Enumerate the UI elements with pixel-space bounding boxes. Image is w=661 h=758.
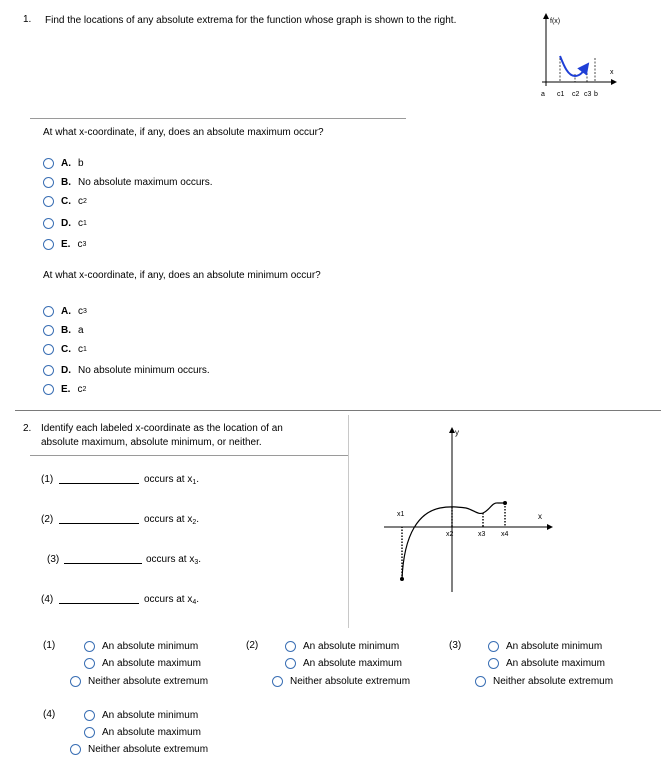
radio-button[interactable] (70, 676, 81, 687)
question-2-prompt-line2: absolute maximum, absolute minimum, or neither. (41, 437, 262, 448)
choice-group-4-label: (4) (43, 709, 56, 720)
q2-vertical-divider (348, 415, 349, 628)
q1-curve (560, 56, 588, 76)
blank-1-label: (1) (41, 474, 54, 485)
choice-3-neither[interactable]: Neither absolute extremum (475, 674, 613, 688)
blank-4-input[interactable] (59, 603, 139, 604)
question-1-prompt: Find the locations of any absolute extrema for the function whose graph is shown to the right. (45, 15, 457, 26)
radio-button[interactable] (84, 710, 95, 721)
blank-1-input[interactable] (59, 483, 139, 484)
q2-endpoint-x1 (400, 577, 404, 581)
radio-button[interactable] (272, 676, 283, 687)
question-1-number: 1. (23, 14, 32, 25)
q1-min-question: At what x-coordinate, if any, does an absolute minimum occur? (43, 270, 321, 281)
choice-4-absolute-minimum[interactable]: An absolute minimum (84, 708, 198, 722)
choice-1-absolute-maximum[interactable]: An absolute maximum (84, 656, 201, 670)
q1-divider (30, 118, 406, 119)
radio-button[interactable] (43, 365, 54, 376)
q1-max-option-b[interactable]: B. No absolute maximum occurs. (43, 175, 213, 189)
choice-3-absolute-minimum[interactable]: An absolute minimum (488, 639, 602, 653)
blank-2-label: (2) (41, 514, 54, 525)
radio-button[interactable] (475, 676, 486, 687)
blank-4-label: (4) (41, 594, 54, 605)
radio-button[interactable] (43, 239, 54, 250)
q1-tick-c2: c2 (572, 91, 580, 98)
blank-1-text: occurs at $x_1$. (144, 474, 200, 486)
q2-label-x1: x1 (397, 511, 405, 518)
q1-min-option-e[interactable]: E. c 2 (43, 382, 86, 396)
q1-min-option-c[interactable]: C. c 1 (43, 342, 87, 356)
q1-min-option-b[interactable]: B. a (43, 323, 84, 337)
radio-button[interactable] (488, 658, 499, 669)
q1-max-option-e[interactable]: E. c 3 (43, 237, 86, 251)
blank-2-input[interactable] (59, 523, 139, 524)
radio-button[interactable] (43, 196, 54, 207)
radio-button[interactable] (43, 384, 54, 395)
question-2-graph (380, 422, 560, 597)
choice-4-neither[interactable]: Neither absolute extremum (70, 742, 208, 756)
radio-button[interactable] (43, 344, 54, 355)
radio-button[interactable] (43, 325, 54, 336)
q1-max-option-d[interactable]: D. c 1 (43, 216, 87, 230)
radio-button[interactable] (488, 641, 499, 652)
q1-min-option-a[interactable]: A. c 3 (43, 304, 87, 318)
q1-min-option-d[interactable]: D. No absolute minimum occurs. (43, 363, 210, 377)
q2-curve (402, 503, 505, 579)
radio-button[interactable] (285, 658, 296, 669)
choice-4-absolute-maximum[interactable]: An absolute maximum (84, 725, 201, 739)
blank-2-text: occurs at $x_2$. (144, 514, 200, 526)
q1-tick-a: a (541, 91, 545, 98)
q1-max-option-c[interactable]: C. c 2 (43, 194, 87, 208)
q2-divider (30, 455, 348, 456)
radio-button[interactable] (84, 658, 95, 669)
choice-group-1-label: (1) (43, 640, 56, 651)
question-1-graph (532, 8, 632, 103)
q1-tick-b: b (594, 91, 598, 98)
choice-group-3-label: (3) (449, 640, 462, 651)
question-2-number: 2. (23, 423, 32, 434)
q1-max-option-a[interactable]: A. b (43, 156, 84, 170)
blank-3-input[interactable] (64, 563, 142, 564)
q1-xlabel: x (610, 69, 614, 76)
q2-label-x4: x4 (501, 531, 509, 538)
radio-button[interactable] (43, 306, 54, 317)
radio-button[interactable] (43, 177, 54, 188)
blank-3-label: (3) (47, 554, 60, 565)
q1-tick-c1: c1 (557, 91, 565, 98)
choice-3-absolute-maximum[interactable]: An absolute maximum (488, 656, 605, 670)
q1-ylabel: f(x) (550, 18, 561, 25)
radio-button[interactable] (43, 158, 54, 169)
choice-group-2-label: (2) (246, 640, 259, 651)
q1-tick-c3: c3 (584, 91, 592, 98)
blank-4-text: occurs at $x_4$. (144, 594, 200, 606)
radio-button[interactable] (43, 218, 54, 229)
question-separator (15, 410, 661, 411)
choice-2-absolute-maximum[interactable]: An absolute maximum (285, 656, 402, 670)
question-2-prompt-line1: Identify each labeled x-coordinate as the location of an (41, 423, 283, 434)
choice-2-absolute-minimum[interactable]: An absolute minimum (285, 639, 399, 653)
choice-1-neither[interactable]: Neither absolute extremum (70, 674, 208, 688)
q2-label-x2: x2 (446, 531, 454, 538)
q1-max-question: At what x-coordinate, if any, does an absolute maximum occur? (43, 127, 324, 138)
choice-1-absolute-minimum[interactable]: An absolute minimum (84, 639, 198, 653)
q2-label-x3: x3 (478, 531, 486, 538)
radio-button[interactable] (84, 641, 95, 652)
q2-endpoint-x4 (503, 501, 507, 505)
radio-button[interactable] (70, 744, 81, 755)
q2-xlabel: x (538, 512, 542, 521)
q2-ylabel: y (455, 428, 459, 437)
radio-button[interactable] (285, 641, 296, 652)
choice-2-neither[interactable]: Neither absolute extremum (272, 674, 410, 688)
blank-3-text: occurs at $x_3$. (146, 554, 202, 566)
radio-button[interactable] (84, 727, 95, 738)
